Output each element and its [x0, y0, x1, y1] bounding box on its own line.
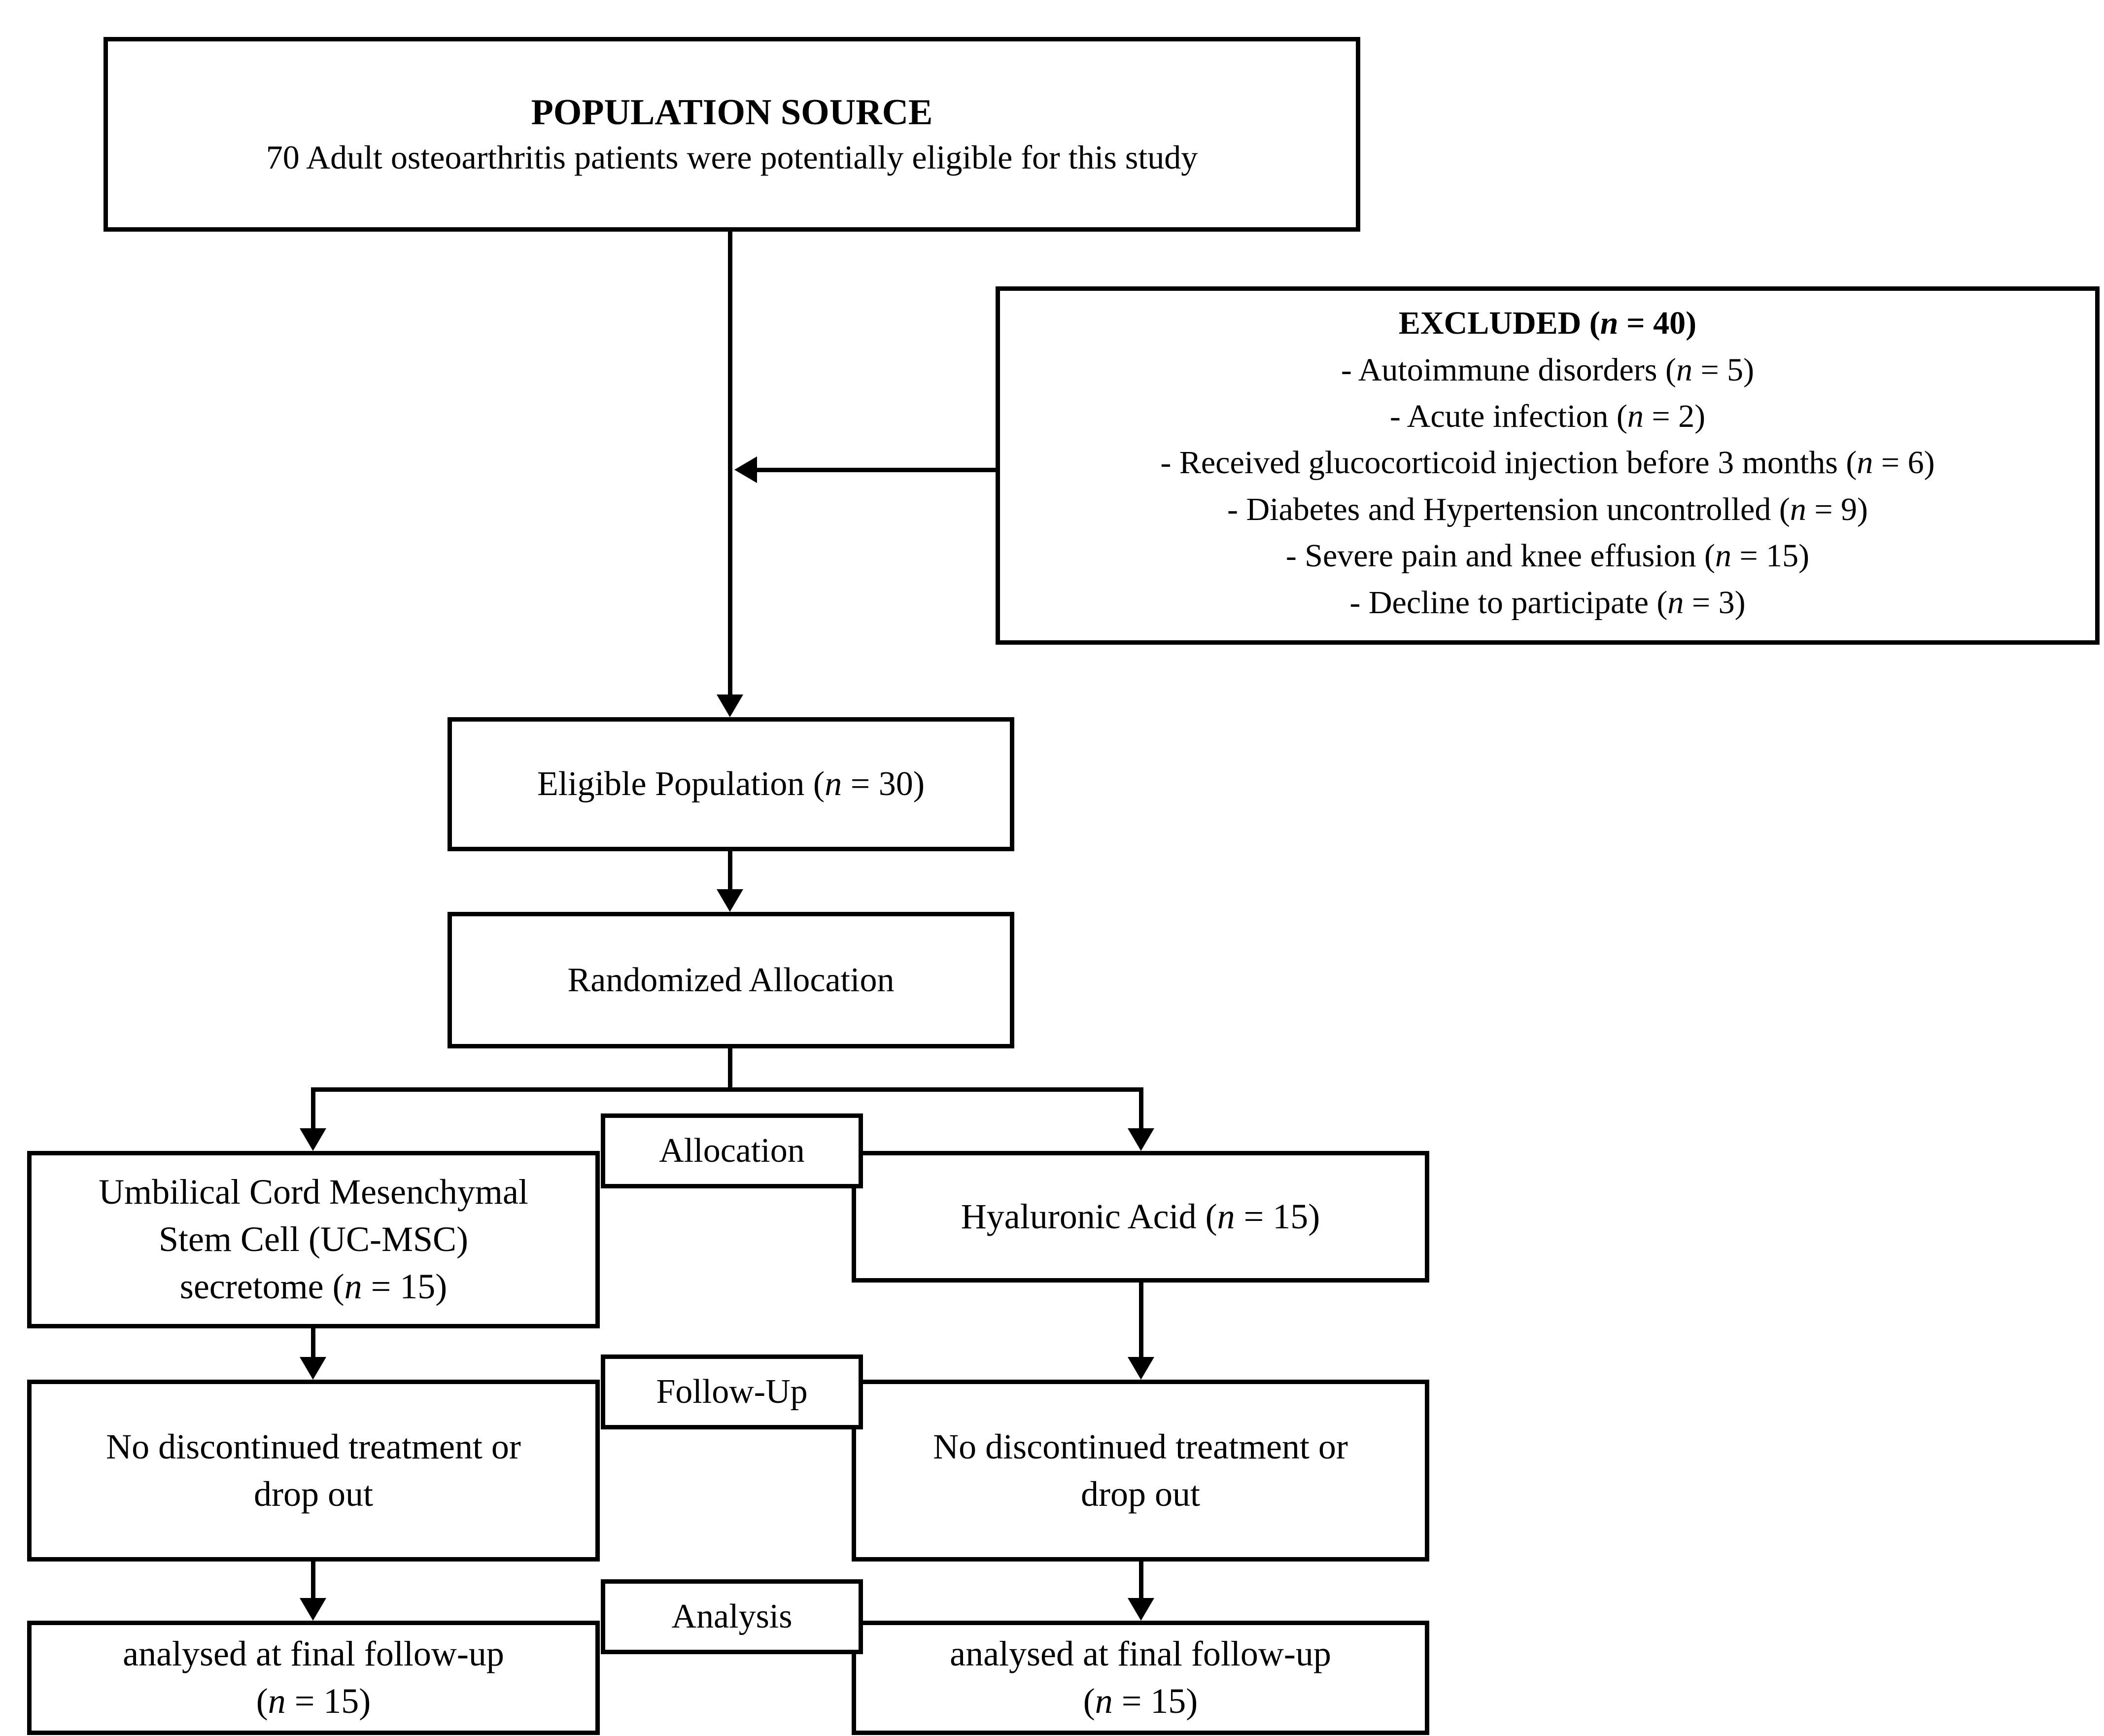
arrowhead-down-into-right-followup — [1128, 1357, 1154, 1380]
right-arm-analysis-box — [852, 1621, 1429, 1735]
stage-label-allocation-text: Allocation — [659, 1132, 805, 1170]
excluded-item: - Received glucocorticoid injection before 3 months (n = 6) — [1160, 445, 1935, 481]
connector-excluded-line — [757, 468, 996, 472]
arrowhead-down-into-right-allocation — [1128, 1128, 1154, 1151]
connector-eligible-to-randomized-line — [728, 851, 732, 892]
stage-label-followup-text: Follow-Up — [656, 1373, 808, 1411]
excluded-item: - Autoimmune disorders (n = 5) — [1341, 351, 1755, 388]
connector-randomized-stub-line — [728, 1048, 732, 1090]
eligible-population-box — [448, 717, 1014, 851]
connector-right-to-analysis-line — [1139, 1562, 1143, 1600]
left-arm-allocation-line: Umbilical Cord Mesenchymal — [99, 1172, 528, 1212]
excluded-item: - Severe pain and knee effusion (n = 15) — [1285, 538, 1810, 574]
right-arm-analysis-line: (n = 15) — [1083, 1681, 1198, 1721]
right-arm-followup-line: drop out — [1081, 1474, 1200, 1514]
arrowhead-down-into-eligible — [717, 694, 743, 717]
arrowhead-down-into-right-analysis — [1128, 1598, 1154, 1621]
left-arm-allocation-line: Stem Cell (UC-MSC) — [158, 1219, 469, 1259]
randomized-allocation-label: Randomized Allocation — [567, 961, 895, 999]
left-arm-followup-box — [27, 1380, 600, 1562]
excluded-box — [996, 286, 2100, 645]
stage-label-analysis-text: Analysis — [671, 1597, 793, 1635]
stage-label-allocation — [601, 1113, 863, 1188]
left-arm-analysis-line: (n = 15) — [256, 1681, 371, 1721]
excluded-title: EXCLUDED (n = 40) — [1398, 305, 1697, 341]
excluded-item: - Diabetes and Hypertension uncontrolled (n = 9) — [1227, 491, 1868, 527]
left-arm-analysis-line: analysed at final follow-up — [123, 1634, 504, 1674]
population-source-title: POPULATION SOURCE — [531, 92, 933, 133]
connector-right-to-followup-line — [1139, 1282, 1143, 1359]
stage-label-analysis — [601, 1579, 863, 1654]
connector-left-arm-drop-line — [311, 1087, 315, 1133]
right-arm-allocation-box — [852, 1151, 1429, 1283]
connector-split-horizontal-line — [311, 1087, 1143, 1092]
arrowhead-down-into-left-allocation — [300, 1128, 326, 1151]
right-arm-followup-line: No discontinued treatment or — [933, 1426, 1348, 1466]
excluded-item: - Acute infection (n = 2) — [1389, 398, 1706, 435]
left-arm-followup-line: No discontinued treatment or — [106, 1426, 521, 1466]
arrowhead-left-excluded — [734, 456, 757, 483]
stage-label-followup — [601, 1354, 863, 1429]
right-arm-analysis-line: analysed at final follow-up — [950, 1634, 1331, 1674]
eligible-population-label: Eligible Population (n = 30) — [537, 765, 925, 803]
left-arm-allocation-line: secretome (n = 15) — [179, 1266, 448, 1306]
population-source-box — [103, 37, 1360, 232]
arrowhead-down-into-left-analysis — [300, 1598, 326, 1621]
population-source-subtitle: 70 Adult osteoarthritis patients were potentially eligible for this study — [266, 138, 1198, 176]
randomized-allocation-box — [448, 912, 1014, 1048]
excluded-item: - Decline to participate (n = 3) — [1349, 584, 1746, 621]
connector-left-to-analysis-line — [311, 1562, 315, 1600]
left-arm-followup-line: drop out — [254, 1474, 373, 1514]
connector-left-to-followup-line — [311, 1328, 315, 1359]
right-arm-allocation-line: Hyaluronic Acid (n = 15) — [961, 1196, 1320, 1236]
connector-population-to-eligible-line — [728, 232, 732, 697]
arrowhead-down-into-randomized — [717, 889, 743, 912]
arrowhead-down-into-left-followup — [300, 1357, 326, 1380]
left-arm-analysis-box — [27, 1621, 600, 1735]
left-arm-allocation-box — [27, 1151, 600, 1328]
right-arm-followup-box — [852, 1380, 1429, 1562]
connector-right-arm-drop-line — [1139, 1087, 1143, 1133]
